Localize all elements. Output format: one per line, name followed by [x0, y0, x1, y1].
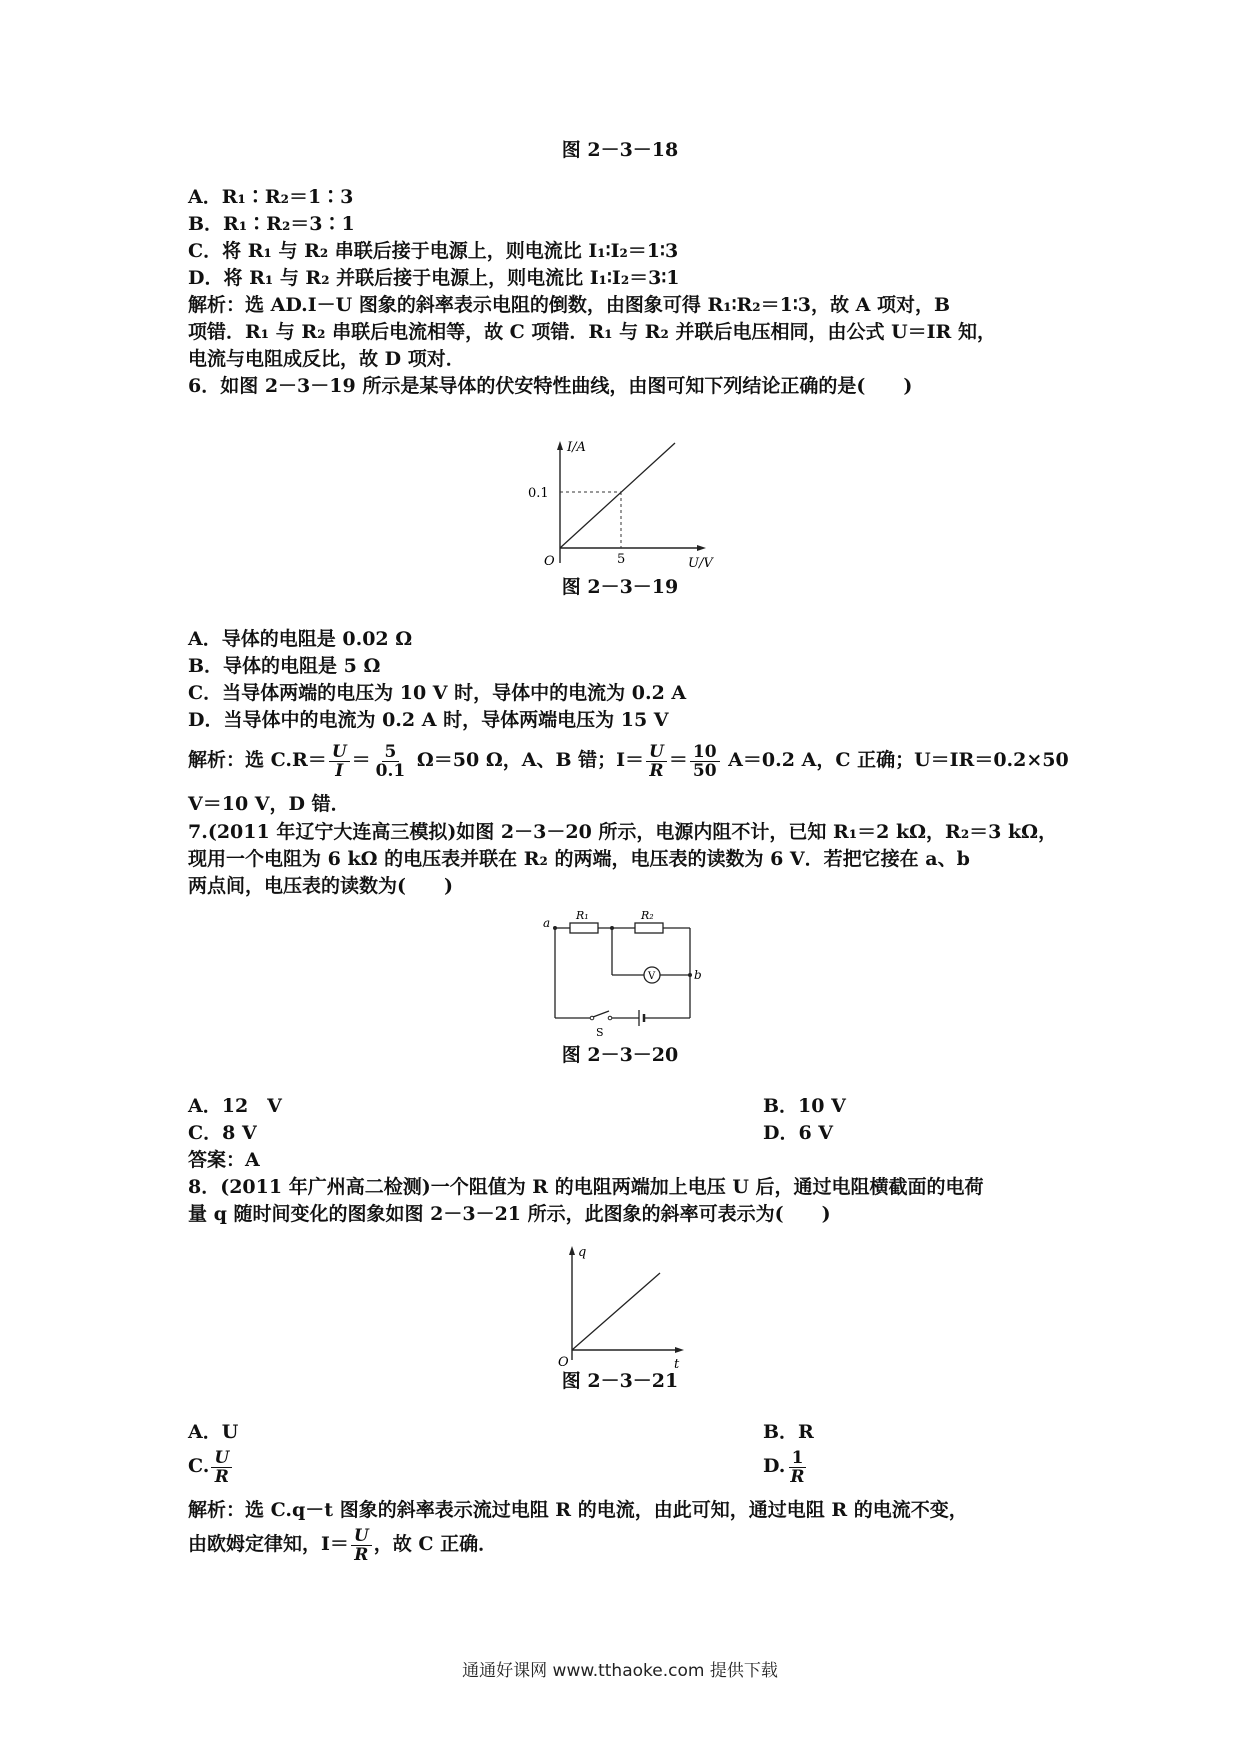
label-a: a — [543, 916, 551, 930]
x-axis-arrow — [675, 1347, 684, 1353]
q8-stem-line-1: 8．(2011 年广州高二检测)一个阻值为 R 的电阻两端加上电压 U 后，通过电阻横截面的电荷 — [188, 1176, 984, 1198]
q6-analysis-line-1 — [188, 740, 1069, 780]
fraction-denominator: R — [649, 760, 664, 781]
resistor-r1 — [570, 923, 598, 933]
figure-19-iu-graph — [520, 435, 720, 575]
q8-option-d — [763, 1446, 810, 1486]
voltmeter-label: V — [648, 971, 656, 982]
y-axis-label: q — [578, 1245, 587, 1260]
x-tick-label: 5 — [617, 552, 626, 567]
q6-analysis-text: A＝0.2 A，C 正确；U＝IR＝0.2×50 — [721, 749, 1069, 771]
node-junction — [610, 926, 614, 930]
fraction-u-over-r — [211, 1449, 232, 1486]
q8-analysis-text: 由欧姆定律知，I＝ — [188, 1533, 349, 1555]
x-axis-label: t — [674, 1357, 680, 1372]
q6-analysis-text: 解析：选 C.R＝ — [188, 749, 327, 771]
x-axis-label: U/V — [688, 556, 713, 571]
fraction-numerator: U — [329, 743, 350, 762]
label-r2: R₂ — [641, 909, 654, 922]
q5-option-c: C．将 R₁ 与 R₂ 串联后接于电源上，则电流比 I₁∶I₂＝1∶3 — [188, 240, 679, 262]
figure-20-caption: 图 2－3－20 — [561, 1044, 679, 1066]
q5-analysis-line-1: 解析：选 AD.I－U 图象的斜率表示电阻的倒数，由图象可得 R₁∶R₂＝1∶3，故 A 项对，B — [188, 294, 951, 316]
q5-option-b: B．R₁∶R₂＝3∶1 — [188, 213, 355, 235]
fraction-1-over-r — [787, 1449, 807, 1486]
figure-19-caption: 图 2－3－19 — [561, 576, 679, 598]
fraction-numerator: 1 — [789, 1449, 807, 1468]
qt-line — [572, 1273, 660, 1350]
q8-analysis-line-1: 解析：选 C.q－t 图象的斜率表示流过电阻 R 的电流，由此可知，通过电阻 R 的电流不变， — [188, 1499, 968, 1521]
iu-line — [560, 443, 675, 548]
q8-analysis-text: ，故 C 正确． — [373, 1533, 498, 1555]
fraction-numerator: 10 — [690, 743, 720, 762]
origin-label: O — [558, 1355, 569, 1370]
fraction-denominator: 50 — [692, 760, 717, 781]
fraction-denominator: R — [790, 1466, 805, 1487]
q7-option-row-1 — [188, 1092, 846, 1120]
resistor-r2 — [635, 923, 663, 933]
q6-analysis-text: Ω＝50 Ω，A、B 错；I＝ — [410, 749, 645, 771]
q7-stem-line-2: 现用一个电阻为 6 kΩ 的电压表并联在 R₂ 的两端，电压表的读数为 6 V．若把它接在 a、b — [188, 848, 970, 870]
fraction-numerator: U — [646, 743, 667, 762]
node-a — [553, 926, 557, 930]
y-axis-arrow — [557, 441, 563, 450]
figure-20-circuit — [535, 905, 710, 1040]
q6-analysis-text: ＝ — [668, 749, 688, 771]
q8-option-row-1 — [188, 1418, 814, 1446]
fraction-u-over-r — [351, 1527, 372, 1564]
q6-stem: 6．如图 2－3－19 所示是某导体的伏安特性曲线，由图可知下列结论正确的是( ) — [188, 375, 913, 397]
figure-21-caption: 图 2－3－21 — [561, 1370, 679, 1392]
q6-option-b: B．导体的电阻是 5 Ω — [188, 655, 381, 677]
q5-analysis-line-2: 项错．R₁ 与 R₂ 串联后电流相等，故 C 项错．R₁ 与 R₂ 并联后电压相同，由公式 U＝IR 知， — [188, 321, 996, 343]
q5-option-d: D．将 R₁ 与 R₂ 并联后接于电源上，则电流比 I₁∶I₂＝3∶1 — [188, 267, 680, 289]
page-footer: 通通好课网 www.tthaoke.com 提供下载 — [462, 1661, 778, 1681]
q8-option-a: A．U — [188, 1421, 239, 1443]
y-axis-label: I/A — [567, 440, 586, 455]
node-b — [688, 973, 692, 977]
q7-answer: 答案：A — [188, 1149, 260, 1171]
fraction-numerator: U — [211, 1449, 232, 1468]
switch-blade — [593, 1011, 609, 1017]
q6-option-c: C．当导体两端的电压为 10 V 时，导体中的电流为 0.2 A — [188, 682, 687, 704]
fraction-denominator: R — [214, 1466, 229, 1487]
label-r1: R₁ — [576, 909, 589, 922]
q7-option-c: C．8 V — [188, 1122, 257, 1144]
q7-option-row-2 — [188, 1119, 834, 1147]
fraction-denominator: R — [354, 1544, 369, 1565]
y-tick-label: 0.1 — [528, 486, 549, 501]
q7-stem-line-3: 两点间，电压表的读数为( ) — [188, 875, 453, 897]
q8-stem-line-2: 量 q 随时间变化的图象如图 2－3－21 所示，此图象的斜率可表示为( ) — [188, 1203, 831, 1225]
q8-analysis-line-2 — [188, 1524, 497, 1564]
q6-option-d: D．当导体中的电流为 0.2 A 时，导体两端电压为 15 V — [188, 709, 669, 731]
fraction-u-over-r — [646, 743, 667, 780]
q8-option-b: B．R — [763, 1421, 814, 1443]
fraction-10-over-50 — [690, 743, 720, 780]
fraction-denominator: I — [335, 760, 344, 781]
q8-option-d-prefix: D. — [763, 1455, 786, 1477]
origin-label: O — [544, 554, 555, 569]
q7-option-a: A．12 V — [188, 1095, 282, 1117]
label-b: b — [694, 968, 702, 982]
q7-option-b: B．10 V — [763, 1095, 846, 1117]
switch-contact — [608, 1016, 612, 1020]
label-switch: S — [596, 1026, 604, 1039]
q7-option-d: D．6 V — [763, 1122, 834, 1144]
fraction-5-over-0-1 — [373, 743, 409, 780]
q8-option-c-prefix: C. — [188, 1455, 210, 1477]
fraction-denominator: 0.1 — [375, 760, 406, 781]
fraction-numerator: U — [351, 1527, 372, 1546]
q6-option-a: A．导体的电阻是 0.02 Ω — [188, 628, 413, 650]
q7-stem-line-1: 7.(2011 年辽宁大连高三模拟)如图 2－3－20 所示，电源内阻不计，已知 R₁＝2 kΩ，R₂＝3 kΩ， — [188, 821, 1058, 843]
figure-21-qt-graph — [540, 1238, 700, 1373]
fraction-numerator: 5 — [382, 743, 400, 762]
q6-analysis-text: ＝ — [351, 749, 371, 771]
q8-option-c — [188, 1447, 234, 1487]
q5-analysis-line-3: 电流与电阻成反比，故 D 项对． — [188, 348, 465, 370]
q5-option-a: A．R₁∶R₂＝1∶3 — [188, 186, 354, 208]
x-axis-arrow — [697, 545, 706, 551]
y-axis-arrow — [569, 1246, 575, 1255]
fraction-u-over-i — [329, 743, 350, 780]
q6-analysis-line-2: V＝10 V，D 错． — [188, 793, 350, 815]
q8-option-row-2 — [188, 1446, 805, 1487]
figure-18-caption: 图 2－3－18 — [561, 139, 679, 161]
